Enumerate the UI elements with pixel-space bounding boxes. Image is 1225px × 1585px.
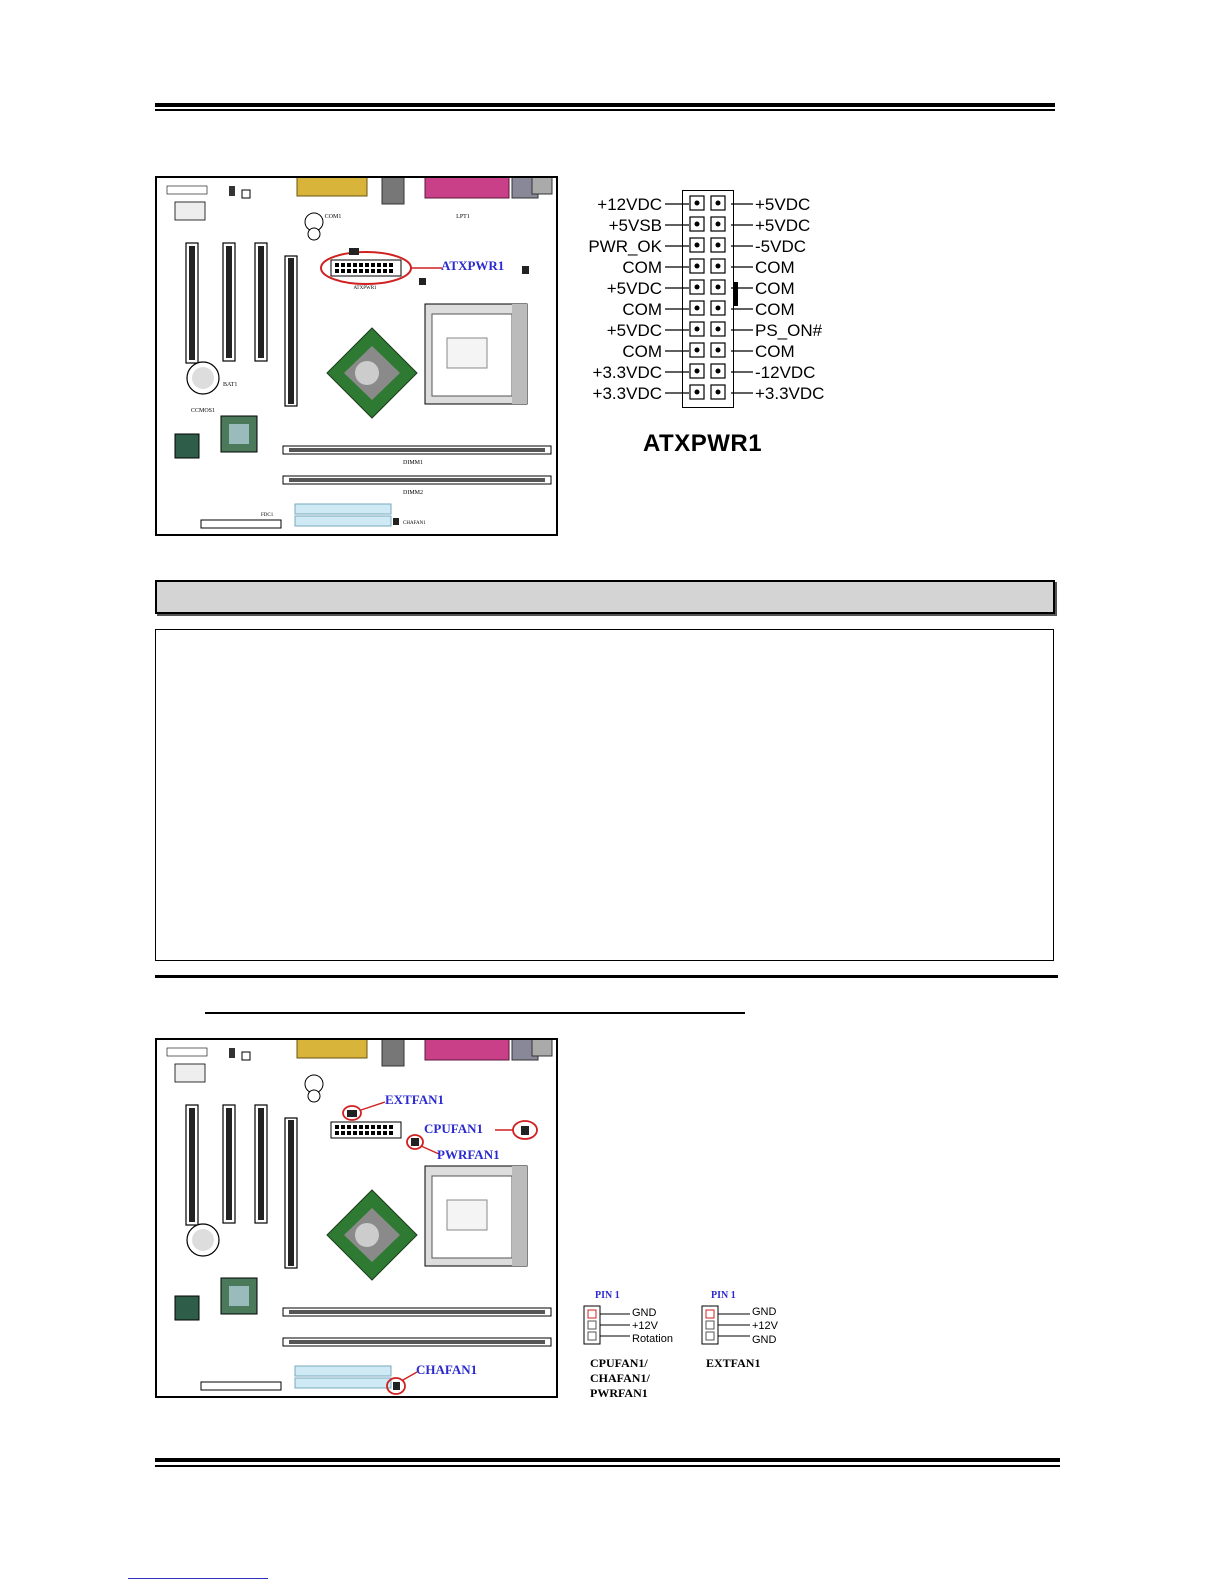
fan-right-pin-2: +12V [752,1320,778,1332]
pin-right-9: -12VDC [755,363,816,382]
fan-right-connector-icon [700,1302,752,1348]
pin-right-10: +3.3VDC [755,384,825,403]
pin-left-9: +3.3VDC [592,363,662,382]
footer-rule-thin [155,1465,1060,1467]
atx-lead-lines [660,190,760,410]
header-rule-thick [155,103,1055,107]
section-divider-rule [155,975,1058,978]
callout-extfan1: EXTFAN1 [385,1092,444,1107]
pin-left-5: +5VDC [606,279,662,298]
callout-pwrfan1: PWRFAN1 [437,1147,500,1162]
pin-left-8: COM [622,342,662,361]
fan-left-caption-1: CPUFAN1/ [590,1356,648,1370]
pin-left-6: COM [622,300,662,319]
lpt-label: LPT1 [456,214,470,220]
fan-left-connector-icon [582,1302,632,1348]
fan-left-caption-2: CHAFAN1/ [590,1371,650,1385]
motherboard-diagram-bottom [155,1038,558,1398]
fan-right-pin-3: GND [752,1334,777,1346]
pin-right-6: COM [755,300,795,319]
pin-left-2: +5VSB [608,216,662,235]
section-heading-underline [205,1012,745,1014]
fan-left-pin-3: Rotation [632,1333,673,1345]
fan-right-caption: EXTFAN1 [706,1356,761,1370]
chafan-board-label: CHAFAN1 [403,521,426,526]
callout-atxpwr1: ATXPWR1 [441,258,505,273]
fan-right-pin-1: GND [752,1306,777,1318]
fan-left-pin-2: +12V [632,1320,658,1332]
pin-right-7: PS_ON# [755,321,823,340]
pin-right-3: -5VDC [755,237,807,256]
pin-left-10: +3.3VDC [592,384,662,403]
atxpwr1-title: ATXPWR1 [643,430,763,457]
dimm1-label: DIMM1 [403,460,424,466]
fan-left-pin1: PIN 1 [595,1290,620,1301]
motherboard-diagram-top [155,176,558,536]
fan-left-caption-3: PWRFAN1 [590,1386,648,1397]
fan-right-pin1: PIN 1 [711,1290,736,1301]
pin-right-2: +5VDC [755,216,811,235]
fdc-label: FDC1 [261,513,274,518]
callout-cpufan1: CPUFAN1 [424,1121,483,1136]
motherboard-layout-svg-2 [157,1040,556,1396]
footer-rule-thick [155,1458,1060,1462]
cmos-label: CCMOS1 [191,408,216,414]
section-header-bar [155,580,1055,614]
pin-right-1: +5VDC [755,195,811,214]
header-rule-thin [155,109,1055,111]
pin-left-4: COM [622,258,662,277]
pin-left-7: +5VDC [606,321,662,340]
atxpwr-board-label: ATXPWR1 [353,286,377,291]
note-box [155,629,1054,961]
pin-right-4: COM [755,258,795,277]
motherboard-layout-svg [157,178,556,534]
pin-right-5: COM [755,279,795,298]
dimm2-label: DIMM2 [403,490,424,496]
bat-label: BAT1 [223,382,238,388]
pin-left-3: PWR_OK [588,237,662,256]
footer-link-underline[interactable] [128,1578,268,1579]
com-label: COM1 [324,214,342,220]
pin-right-8: COM [755,342,795,361]
fan-left-pin-1: GND [632,1307,657,1319]
pin-left-1: +12VDC [597,195,662,214]
callout-chafan1: CHAFAN1 [416,1362,478,1377]
